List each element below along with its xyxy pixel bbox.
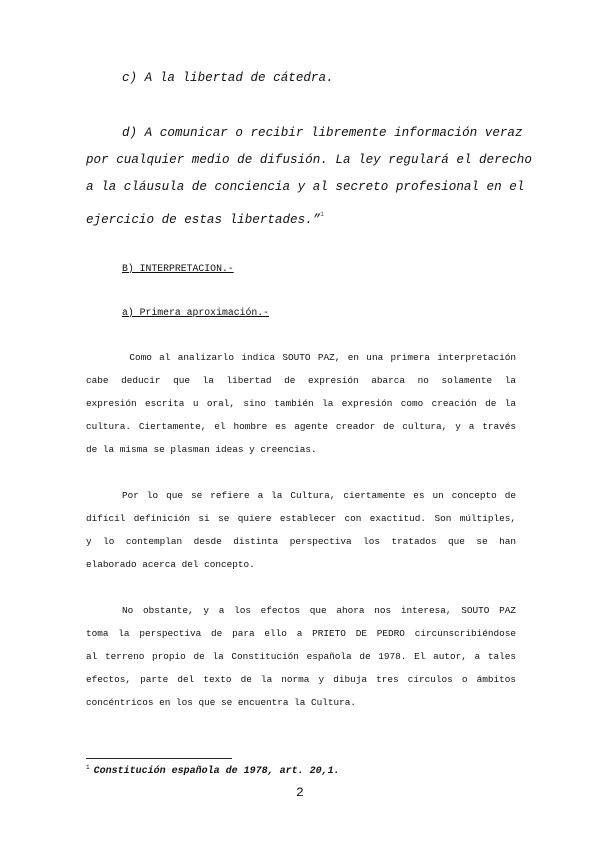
paragraph-2 <box>86 484 516 576</box>
footnote-reference[interactable]: 1 <box>320 211 324 218</box>
paragraph-line: toma la perspectiva de para ello a PRIETO DE PEDRO circunscribiéndose <box>86 628 516 639</box>
paragraph-line: difícil definición si se quiere establecer con exactitud. Son múltiples, <box>86 513 516 524</box>
footnote-marker: 1 <box>86 764 90 771</box>
list-item-d-line: d) A comunicar o recibir libremente información veraz <box>122 126 523 140</box>
paragraph-line: Por lo que se refiere a la Cultura, ciertamente es un concepto de <box>122 490 516 501</box>
footnote-separator <box>86 758 232 759</box>
paragraph-line: elaborado acerca del concepto. <box>86 559 255 570</box>
paragraph-line: expresión escrita u oral, sino también la expresión como creación de la <box>86 398 516 409</box>
footnote <box>86 764 340 777</box>
paragraph-line: cultura. Ciertamente, el hombre es agente creador de cultura, y a través <box>86 421 516 432</box>
list-item-d-line: a la cláusula de conciencia y al secreto profesional en el <box>86 180 525 194</box>
list-item-d-line: por cualquier medio de difusión. La ley regulará el derecho <box>86 153 532 167</box>
section-heading: B) INTERPRETACION.- <box>122 263 234 274</box>
page-number: 2 <box>296 785 304 800</box>
paragraph-3 <box>86 599 516 714</box>
footnote-text: Constitución española de 1978, art. 20,1. <box>93 766 340 777</box>
subsection-heading: a) Primera aproximación.- <box>122 307 269 318</box>
paragraph-line: y lo contemplan desde distinta perspectiva los tratados que se han <box>86 536 516 547</box>
paragraph-line: al terreno propio de la Constitución española de 1978. El autor, a tales <box>86 651 516 662</box>
paragraph-line: efectos, parte del texto de la norma y dibuja tres círculos o ámbitos <box>86 674 516 685</box>
paragraph-line: concéntricos en los que se encuentra la Cultura. <box>86 697 357 708</box>
paragraph-1 <box>86 346 516 461</box>
list-item-d <box>86 120 532 234</box>
list-item-c: c) A la libertad de cátedra. <box>122 71 334 85</box>
paragraph-line: cabe deducir que la libertad de expresión abarca no solamente la <box>86 375 516 386</box>
paragraph-line: de la misma se plasman ideas y creencias. <box>86 444 317 455</box>
paragraph-line: Como al analizarlo indica SOUTO PAZ, en una primera interpretación <box>122 352 516 363</box>
list-item-d-line: ejercicio de estas libertades.”$^1$ <box>86 211 324 227</box>
paragraph-line: No obstante, y a los efectos que ahora nos interesa, SOUTO PAZ <box>122 605 516 616</box>
